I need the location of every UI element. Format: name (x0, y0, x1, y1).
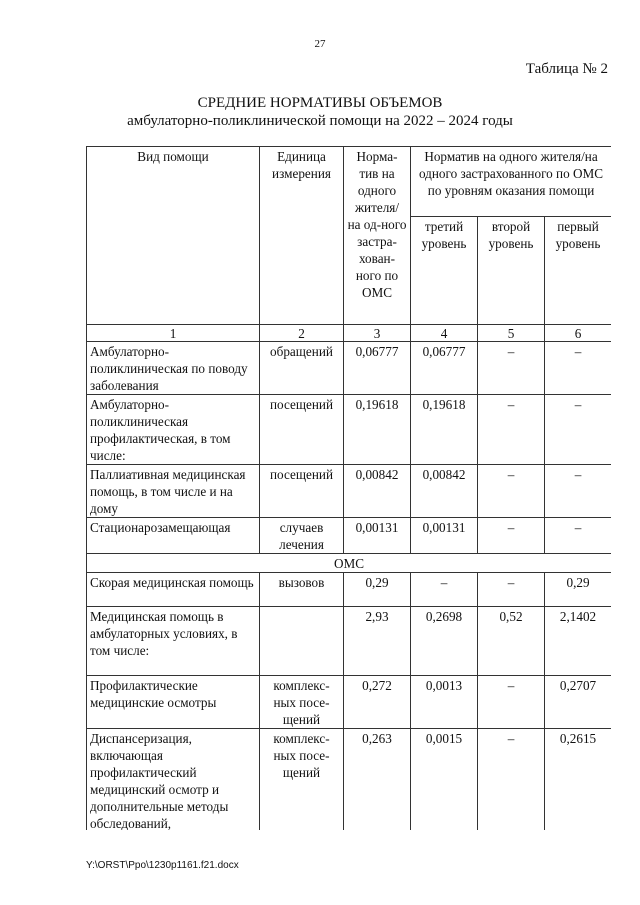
cell-unit: обращений (260, 342, 344, 395)
page-number: 27 (314, 38, 326, 50)
cell-level-1: 0,29 (545, 573, 612, 607)
cell-service-type: Скорая медицинская помощь (87, 573, 260, 607)
cell-norm: 2,93 (344, 607, 411, 676)
cell-unit (260, 607, 344, 676)
header-norm-by-level: Норматив на одного жителя/на одного застрахованного по ОМС по уровням оказания помощи (411, 147, 612, 217)
cell-level-2: – (478, 518, 545, 554)
cell-level-3: 0,00131 (411, 518, 478, 554)
cell-service-type: Профилактические медицинские осмотры (87, 676, 260, 729)
cell-unit: посещений (260, 465, 344, 518)
cell-service-type: Амбулаторно-поликлиническая профилактическая, в том числе: (87, 395, 260, 465)
cell-norm: 0,272 (344, 676, 411, 729)
header-level-3: третий уровень (411, 217, 478, 325)
table-row (87, 342, 612, 395)
table-row (87, 465, 612, 518)
cell-level-1: – (545, 518, 612, 554)
document-subtitle: амбулаторно-поликлинической помощи на 2022 – 2024 годы (127, 113, 513, 129)
norms-table-container (86, 146, 611, 830)
cell-level-3: – (411, 573, 478, 607)
cell-norm: 0,263 (344, 729, 411, 831)
col-number: 2 (260, 325, 344, 342)
header-level-1: первый уровень (545, 217, 612, 325)
cell-service-type: Медицинская помощь в амбулаторных условиях, в том числе: (87, 607, 260, 676)
table-row (87, 518, 612, 554)
cell-level-1: – (545, 395, 612, 465)
cell-level-2: – (478, 729, 545, 831)
cell-norm: 0,00131 (344, 518, 411, 554)
table-row (87, 729, 612, 831)
cell-level-2: – (478, 395, 545, 465)
cell-unit: комплекс-ных посе-щений (260, 676, 344, 729)
cell-level-2: – (478, 676, 545, 729)
cell-unit: комплекс-ных посе-щений (260, 729, 344, 831)
col-number: 5 (478, 325, 545, 342)
cell-unit: вызовов (260, 573, 344, 607)
cell-level-1: 2,1402 (545, 607, 612, 676)
section-omc-label: ОМС (87, 554, 612, 573)
cell-level-1: 0,2707 (545, 676, 612, 729)
document-title: СРЕДНИЕ НОРМАТИВЫ ОБЪЕМОВ (197, 95, 443, 111)
cell-level-2: – (478, 573, 545, 607)
cell-norm: 0,19618 (344, 395, 411, 465)
table-row (87, 676, 612, 729)
cell-level-3: 0,0013 (411, 676, 478, 729)
cell-unit: посещений (260, 395, 344, 465)
cell-service-type: Паллиативная медицинская помощь, в том числе и на дому (87, 465, 260, 518)
cell-level-3: 0,00842 (411, 465, 478, 518)
cell-level-2: – (478, 465, 545, 518)
header-norm-total: Норма-тив на одного жителя/ на од-ного застра-хован-ного по ОМС (344, 147, 411, 325)
cell-level-2: – (478, 342, 545, 395)
file-path-footer: Y:\ORST\Ppo\1230p1161.f21.docx (86, 860, 239, 871)
col-number: 4 (411, 325, 478, 342)
cell-level-3: 0,06777 (411, 342, 478, 395)
table-label: Таблица № 2 (525, 61, 608, 77)
cell-level-3: 0,19618 (411, 395, 478, 465)
table-row (87, 607, 612, 676)
header-service-type: Вид помощи (87, 147, 260, 325)
header-unit: Единица измерения (260, 147, 344, 325)
header-level-2: второй уровень (478, 217, 545, 325)
col-number: 6 (545, 325, 612, 342)
cell-level-2: 0,52 (478, 607, 545, 676)
col-number: 3 (344, 325, 411, 342)
table-row (87, 395, 612, 465)
col-number: 1 (87, 325, 260, 342)
cell-unit: случаев лечения (260, 518, 344, 554)
cell-level-3: 0,0015 (411, 729, 478, 831)
cell-norm: 0,29 (344, 573, 411, 607)
cell-service-type: Стационарозамещающая (87, 518, 260, 554)
cell-norm: 0,00842 (344, 465, 411, 518)
norms-table (86, 146, 611, 830)
table-row (87, 573, 612, 607)
cell-service-type: Амбулаторно-поликлиническая по поводу заболевания (87, 342, 260, 395)
cell-level-1: – (545, 465, 612, 518)
cell-level-1: – (545, 342, 612, 395)
cell-service-type: Диспансеризация, включающая профилактический медицинский осмотр и дополнительные методы обследований, (87, 729, 260, 831)
cell-level-1: 0,2615 (545, 729, 612, 831)
cell-level-3: 0,2698 (411, 607, 478, 676)
cell-norm: 0,06777 (344, 342, 411, 395)
